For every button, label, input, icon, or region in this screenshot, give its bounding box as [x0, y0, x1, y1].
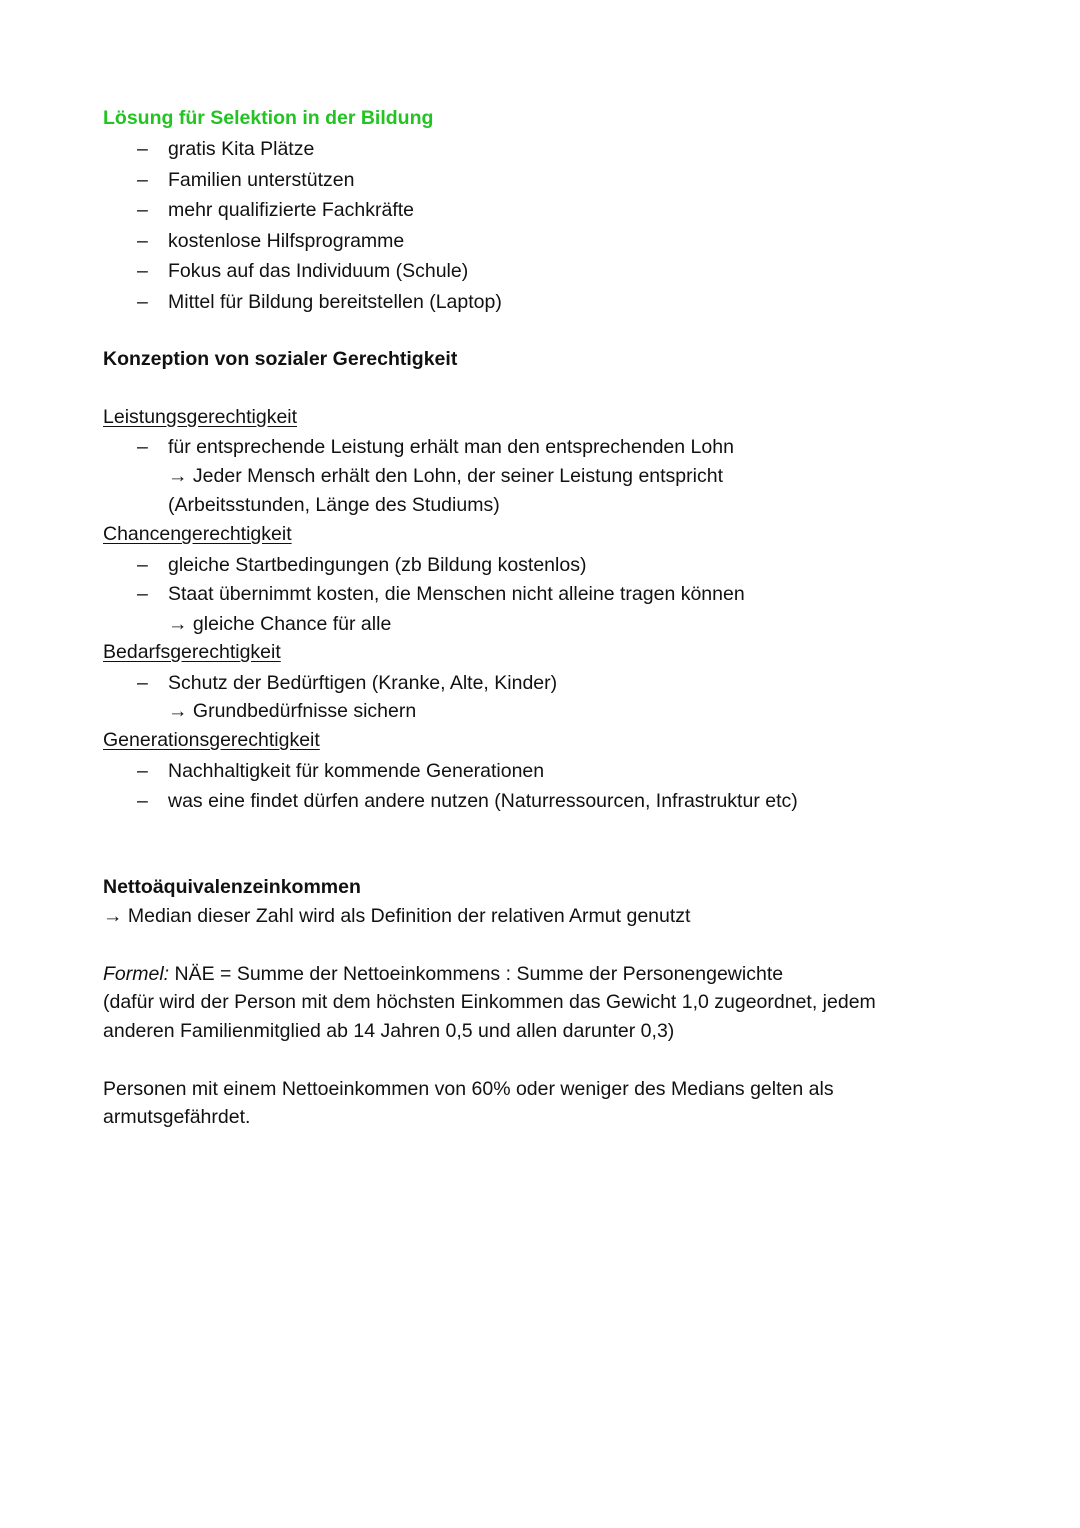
bullet-dash: – [137, 760, 148, 782]
note-line: → gleiche Chance für alle [168, 613, 392, 635]
bullet-dash: – [137, 583, 148, 605]
bullet-dash: – [137, 138, 148, 160]
heading-loesung: Lösung für Selektion in der Bildung [103, 107, 434, 129]
bullet-dash: – [137, 554, 148, 576]
note-line: → Grundbedürfnisse sichern [168, 700, 417, 722]
list-item: Fokus auf das Individuum (Schule) [168, 260, 469, 282]
subheading-bedarf: Bedarfsgerechtigkeit [103, 641, 281, 663]
list-item: gleiche Startbedingungen (zb Bildung kostenlos) [168, 554, 587, 576]
subheading-leistung: Leistungsgerechtigkeit [103, 406, 298, 428]
bullet-dash: – [137, 169, 148, 191]
bullet-dash: – [137, 260, 148, 282]
list-item: was eine findet dürfen andere nutzen (Naturressourcen, Infrastruktur etc) [168, 790, 798, 812]
list-item: Nachhaltigkeit für kommende Generationen [168, 760, 545, 782]
subheading-chancen: Chancengerechtigkeit [103, 523, 292, 545]
formula-text: NÄE = Summe der Nettoeinkommens : Summe der Personengewichte [169, 963, 784, 985]
bullet-dash: – [137, 230, 148, 252]
list-item: Mittel für Bildung bereitstellen (Laptop) [168, 291, 502, 313]
list-item: gratis Kita Plätze [168, 138, 315, 160]
bullet-dash: – [137, 199, 148, 221]
paragraph-line: armutsgefährdet. [103, 1106, 251, 1128]
bullet-dash: – [137, 436, 148, 458]
heading-konzeption: Konzeption von sozialer Gerechtigkeit [103, 348, 458, 370]
list-item: Schutz der Bedürftigen (Kranke, Alte, Kinder) [168, 672, 558, 694]
heading-naee: Nettoäquivalenzeinkommen [103, 876, 361, 898]
subheading-generation: Generationsgerechtigkeit [103, 729, 320, 751]
list-item: Familien unterstützen [168, 169, 355, 191]
paragraph-line: Personen mit einem Nettoeinkommen von 60% oder weniger des Medians gelten als [103, 1078, 834, 1100]
list-item: Staat übernimmt kosten, die Menschen nicht alleine tragen können [168, 583, 745, 605]
list-item: kostenlose Hilfsprogramme [168, 230, 405, 252]
note-line: → Jeder Mensch erhält den Lohn, der seiner Leistung entspricht [168, 465, 723, 487]
list-item: für entsprechende Leistung erhält man den entsprechenden Lohn [168, 436, 734, 458]
paragraph-line: anderen Familienmitglied ab 14 Jahren 0,5 und allen darunter 0,3) [103, 1020, 675, 1042]
note-line: (Arbeitsstunden, Länge des Studiums) [168, 494, 500, 516]
bullet-dash: – [137, 790, 148, 812]
formula-label: Formel: [103, 963, 170, 985]
list-item: mehr qualifizierte Fachkräfte [168, 199, 415, 221]
bullet-dash: – [137, 291, 148, 313]
formula-line [103, 961, 783, 987]
bullet-dash: – [137, 672, 148, 694]
paragraph-line: (dafür wird der Person mit dem höchsten Einkommen das Gewicht 1,0 zugeordnet, jedem [103, 991, 876, 1013]
note-line: → Median dieser Zahl wird als Definition der relativen Armut genutzt [103, 905, 691, 927]
